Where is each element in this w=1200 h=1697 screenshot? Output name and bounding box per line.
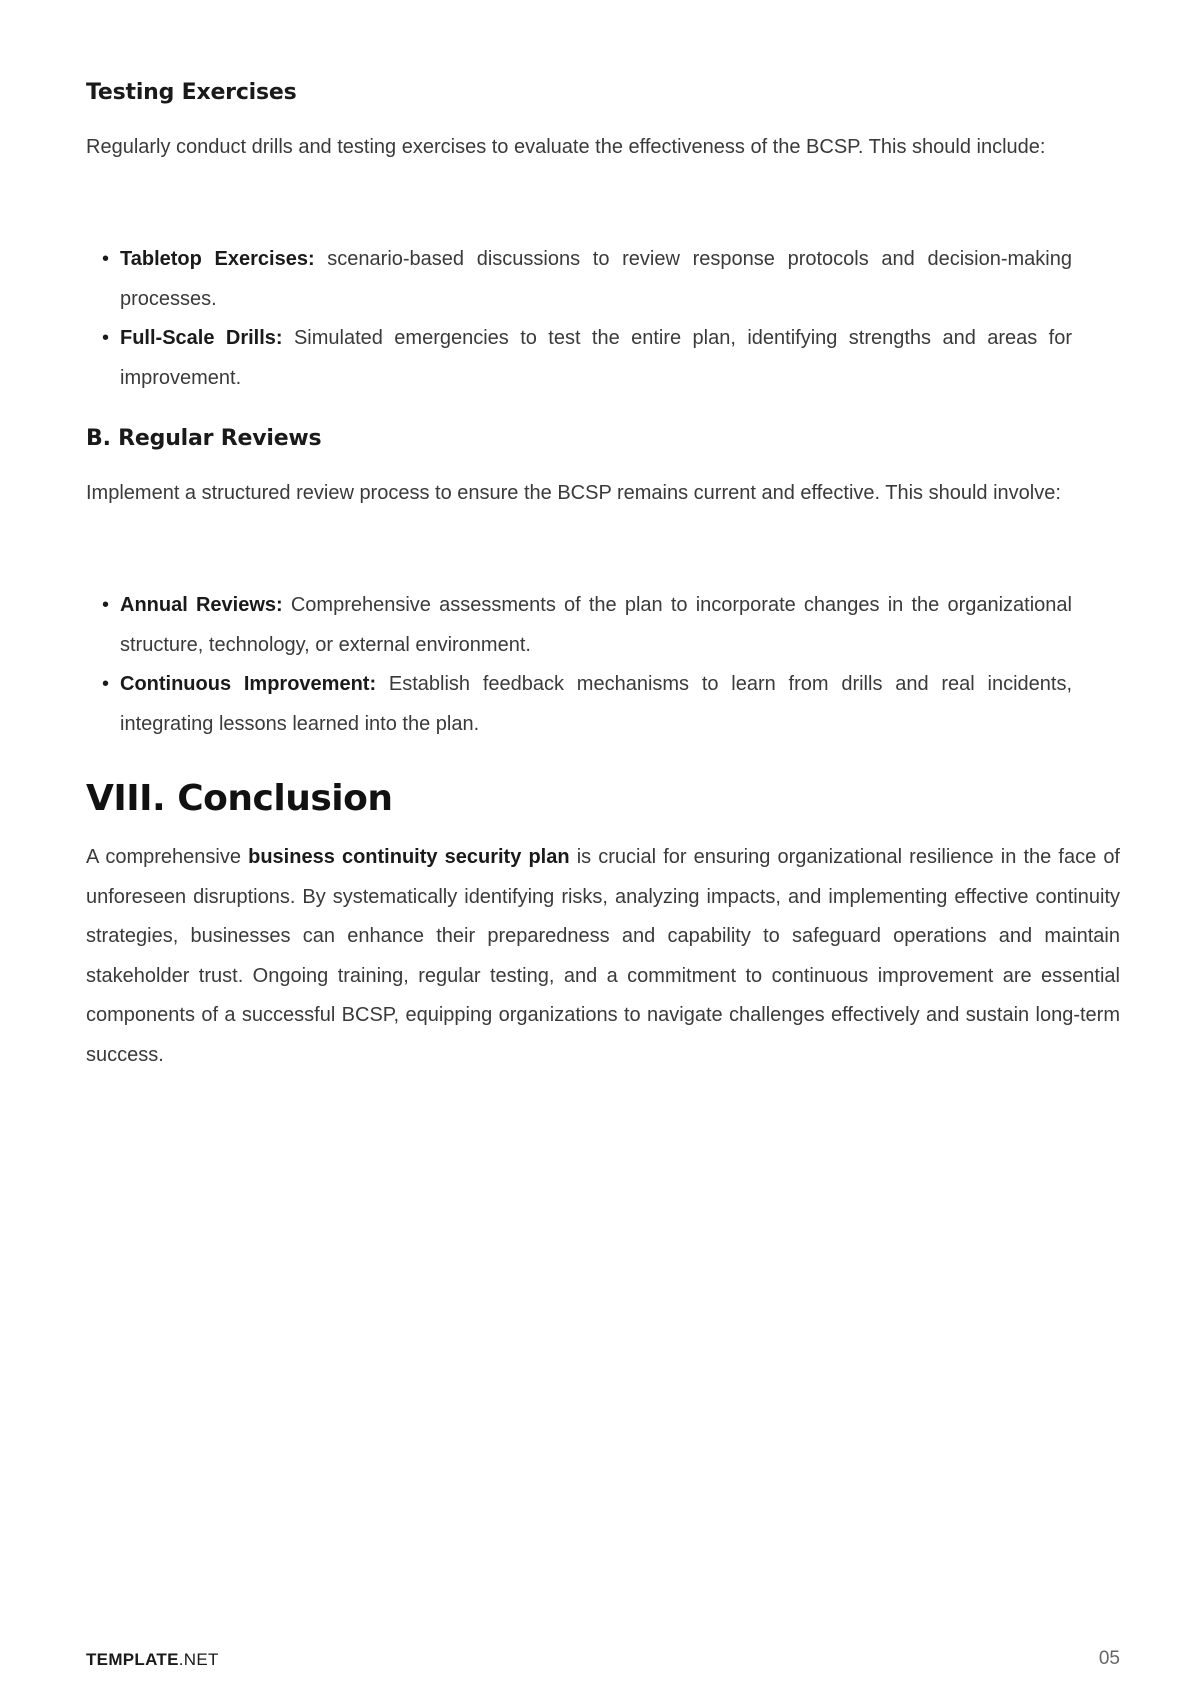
list-item-term: Annual Reviews: bbox=[120, 594, 283, 616]
list-item bbox=[86, 240, 1072, 319]
list-item-term: Full-Scale Drills: bbox=[120, 327, 283, 349]
list-item-term: Continuous Improvement: bbox=[120, 673, 377, 695]
list-item-term: Tabletop Exercises: bbox=[120, 248, 315, 270]
list-item bbox=[86, 586, 1072, 665]
list-item-text: Simulated emergencies to test the entire plan, identifying strengths and areas for improvement. bbox=[120, 327, 1072, 389]
bullet-icon: • bbox=[102, 594, 110, 616]
page-number: 05 bbox=[1098, 1648, 1120, 1669]
list-item-text: Comprehensive assessments of the plan to incorporate changes in the organizational structure, technology, or external environment. bbox=[120, 594, 1072, 656]
list-item bbox=[86, 319, 1072, 398]
conclusion-text-after: is crucial for ensuring organizational resilience in the face of unforeseen disruptions. By systematically identifying risks, analyzing impacts, and implementing effective continuity strategies, businesses can enhance their preparedness and capability to safeguard operations and maintain stakeholder trust. Ongoing training, regular testing, and a commitment to continuous improvement are essential components of a successful BCSP, equipping organizations to navigate challenges effectively and sustain long-term success. bbox=[86, 846, 1120, 1066]
footer-brand-logo bbox=[86, 1650, 219, 1670]
brand-suffix: .NET bbox=[178, 1650, 219, 1669]
bullet-icon: • bbox=[102, 248, 110, 270]
testing-exercises-heading: Testing Exercises bbox=[86, 80, 297, 105]
testing-exercises-list bbox=[86, 240, 1072, 398]
conclusion-text-before: A comprehensive bbox=[86, 846, 249, 868]
regular-reviews-list bbox=[86, 586, 1072, 744]
list-item bbox=[86, 665, 1072, 744]
regular-reviews-heading: B. Regular Reviews bbox=[86, 426, 322, 451]
brand-name: TEMPLATE bbox=[86, 1650, 179, 1669]
conclusion-heading: VIII. Conclusion bbox=[86, 778, 393, 819]
list-item-text: Establish feedback mechanisms to learn from drills and real incidents, integrating lessons learned into the plan. bbox=[120, 673, 1073, 735]
list-item-text: scenario-based discussions to review response protocols and decision-making processes. bbox=[120, 248, 1072, 310]
testing-exercises-intro: Regularly conduct drills and testing exercises to evaluate the effectiveness of the BCSP. This should include: bbox=[86, 136, 1046, 158]
conclusion-emphasis: business continuity security plan bbox=[248, 846, 570, 868]
bullet-icon: • bbox=[102, 673, 110, 695]
regular-reviews-intro: Implement a structured review process to ensure the BCSP remains current and effective. This should involve: bbox=[86, 482, 1061, 504]
conclusion-paragraph bbox=[86, 838, 1120, 1075]
bullet-icon: • bbox=[102, 327, 110, 349]
